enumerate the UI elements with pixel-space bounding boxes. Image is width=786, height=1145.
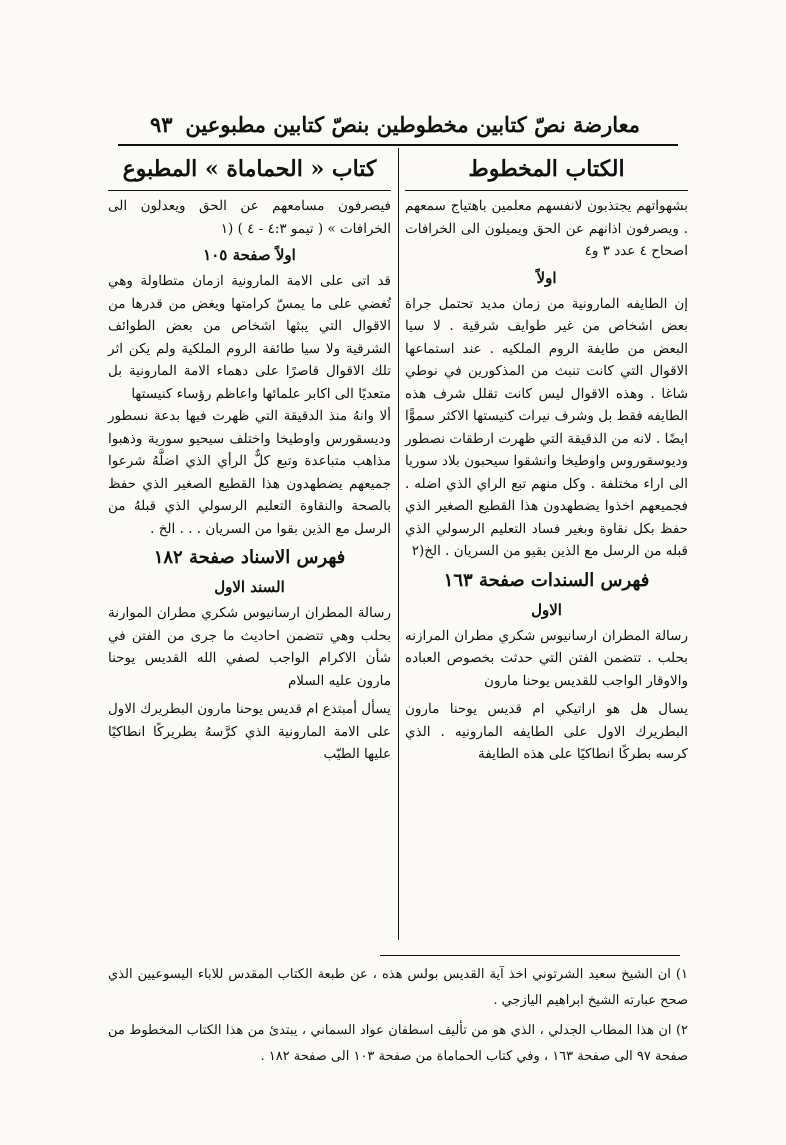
printed-title: كتاب « الحماماة » المطبوع (122, 156, 377, 182)
manuscript-index-heading: فهرس السندات صفحة ١٦٣ (443, 569, 650, 591)
page-number: ٩٣ (150, 111, 173, 137)
printed-intro: فيصرفون مسامعهم عن الحق ويعدلون الى الخرافات » ( تيمو ٤:٣ - ٤ ) (١ (108, 198, 391, 237)
printed-body-2: ألا وانهُ منذ الدقيقة التي ظهرت فيها بدعة نسطور وديسقورس واوطيخا واختلف سيحيو سورية وذهبوا مذاهب متباعدة وتبع كلٌّ الرأي الذي اضلَّهُ شرعوا جميعهم يضطهدون هذا القطيع الصغير الذي حفظ بالصحة والنقاوة التعليم الرسولي الذي قبلهُ من الرسل مع الذين بقوا من السريان . . . الخ . (108, 408, 391, 537)
printed-column (108, 150, 391, 940)
title-rule (405, 190, 688, 191)
footnote-1: ١) ان الشيخ سعيد الشرتوني اخذ آية القديس بولس هذه ، عن طبعة الكتاب المقدس للاباء اليسوعيين الذي صحح عبارته الشيخ ابراهيم اليازجي . (108, 967, 688, 1008)
printed-index-para-2: يسأل أمبتدع ام قديس يوحنا مارون البطريرك الاول على الامة المارونية الذي كرَّسهُ بطريركًا انطاكيًا عليها الطيّب (108, 701, 391, 762)
manuscript-index-sub: الاول (531, 600, 562, 619)
printed-index-para-1: رسالة المطران ارسانيوس شكري مطران الموارنة بحلب وهي تتضمن احاديث ما جرى من الفتن في شأن الاكرام الواجب لصفي الله القديس يوحنا مارون عليه السلام (108, 605, 391, 689)
manuscript-intro: بشهواتهم يجتذبون لانفسهم معلمين باهتياج سمعهم . ويصرفون اذانهم عن الحق ويميلون الى الخرافات اصحاح ٤ عدد ٣ و٤ (405, 198, 688, 259)
printed-section-heading: اولاً صفحة ١٠٥ (203, 246, 296, 264)
footnote-2: ٢) ان هذا المطاب الجدلي ، الذي هو من تأليف اسطفان عواد السماني ، يبتدئ من هذا الكتاب المخطوط من صفحة ٩٧ الى صفحة ١٦٣ ، وفي كتاب الحماماة من صفحة ١٠٣ الى صفحة ١٨٢ . (108, 1023, 688, 1064)
column-divider (398, 148, 399, 940)
manuscript-title: الكتاب المخطوط (468, 156, 625, 182)
footnotes (108, 962, 688, 1074)
manuscript-section-heading: اولاً (536, 268, 557, 287)
printed-index-sub: السند الاول (214, 578, 285, 596)
printed-body-1: قد اتى على الامة المارونية ازمان متطاولة وهي تُغضي على ما يمسّ كرامتها ويغض من قدرها من الاقوال التي يبثها اشخاص من بعض الطوائف الشرقية ولا سيا طائفة الروم الملكية ولم يكن اثر تلك الاقوال قاصرًا على دهماء الامة المارونية بل متعديًا الى اكابر علمائها واعاظم رؤساء كنيستها (108, 273, 391, 402)
manuscript-body: إن الطايفه المارونية من زمان مديد تحتمل جراة بعض اشخاص من غير طوايف شرقية . لا سيا البعض من طايفة الروم الملكيه . عند استماعها الاقوال التي كانت تنبث من المذكورين في نوطي شاغا . وهذه الاقوال ليس كانت تقلل شرف هذه الطايفه فقط بل وشرف نيرات كنيستها الاكثر سموًّا ايضًا . لانه من الدقيقة التي ظهرت ارطقات نصطور وديوسقوروس واوطيخا وانشقوا سيحبون بلاد سوريا الى اراء مختلفة . وكل منهم تبع الراي الذي اضله . فجميعهم اخذوا يضطهدون هذا القطيع الصغير الذي حفظ بكل نقاوة وبغير فساد التعليم الرسولي الذي قبله من الرسل مع الذين بقيو من السريان . الخ(٢ (405, 295, 688, 559)
manuscript-column (405, 150, 688, 940)
manuscript-index-para-2: يسال هل هو اراتيكي ام قديس يوحنا مارون البطريرك الاول على الطايفه المارونيه . الذي كرسه بطركًا انطاكيًا على هذه الطايفة (405, 701, 688, 762)
header-rule (118, 144, 678, 146)
running-title: معارضة نصّ كتابين مخطوطين بنصّ كتابين مطبوعين (185, 111, 640, 137)
page-header (150, 108, 640, 140)
footnote-rule (380, 955, 680, 956)
manuscript-index-para-1: رسالة المطران ارسانيوس شكري مطران المرازنه بحلب . تتضمن الفتن التي حدثت بخصوص العباده والاوقار الواجب للقديس يوحنا مارون (405, 627, 688, 689)
title-rule (108, 190, 391, 191)
printed-index-heading: فهرس الاسناد صفحة ١٨٢ (153, 547, 346, 568)
